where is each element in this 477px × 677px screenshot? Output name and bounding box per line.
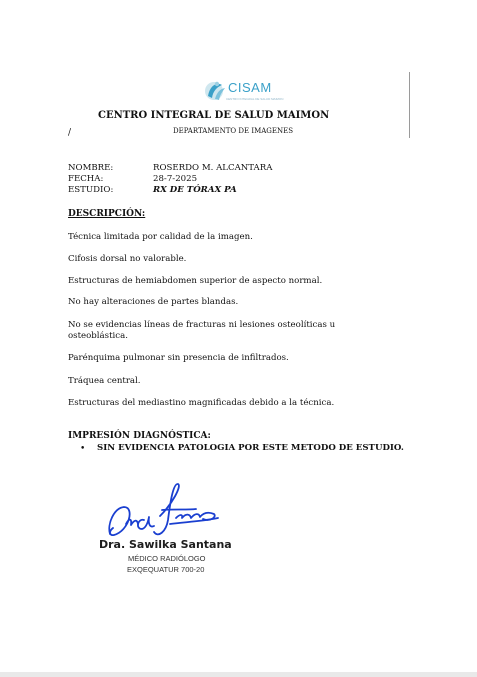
logo-subtitle: CENTRO INTEGRAL DE SALUD MAIMON xyxy=(226,97,284,101)
department-title: DEPARTAMENTO DE IMAGENES xyxy=(173,127,294,135)
impression-item: SIN EVIDENCIA PATOLOGIA POR ESTE METODO DE ESTUDIO. xyxy=(97,443,404,453)
description-paragraph: Parénquima pulmonar sin presencia de infiltrados. xyxy=(68,353,289,363)
bullet-icon: • xyxy=(80,444,86,454)
date-value: 28-7-2025 xyxy=(153,174,198,184)
slash-mark: / xyxy=(68,128,72,138)
name-label: NOMBRE: xyxy=(68,163,114,173)
description-paragraph: Tráquea central. xyxy=(68,376,141,386)
impression-title: IMPRESIÓN DIAGNÓSTICA: xyxy=(68,431,211,441)
organization-title: CENTRO INTEGRAL DE SALUD MAIMON xyxy=(98,110,330,121)
handwritten-signature-icon xyxy=(104,480,224,542)
doctor-exequatur: EXQEQUATUR 700-20 xyxy=(127,565,205,574)
page-bottom-edge xyxy=(0,672,477,677)
study-label: ESTUDIO: xyxy=(68,185,114,195)
name-value: ROSERDO M. ALCANTARA xyxy=(153,163,273,173)
description-paragraph: No hay alteraciones de partes blandas. xyxy=(68,297,239,307)
doctor-name: Dra. Sawilka Santana xyxy=(99,538,232,551)
date-label: FECHA: xyxy=(68,174,104,184)
logo-wordmark: CISAM xyxy=(228,80,272,95)
description-title: DESCRIPCIÓN: xyxy=(68,209,146,219)
description-paragraph: Cifosis dorsal no valorable. xyxy=(68,254,187,264)
margin-divider-line xyxy=(409,72,410,138)
description-paragraph: Estructuras del mediastino magnificadas debido a la técnica. xyxy=(68,398,335,408)
description-paragraph: Estructuras de hemiabdomen superior de aspecto normal. xyxy=(68,276,323,286)
study-value: RX DE TÓRAX PA xyxy=(153,185,237,195)
doctor-role: MÉDICO RADIÓLOGO xyxy=(128,554,206,563)
description-paragraph: Técnica limitada por calidad de la imagen. xyxy=(68,232,253,242)
description-paragraph: No se evidencias líneas de fracturas ni lesiones osteolíticas u osteoblástica. xyxy=(68,320,336,341)
